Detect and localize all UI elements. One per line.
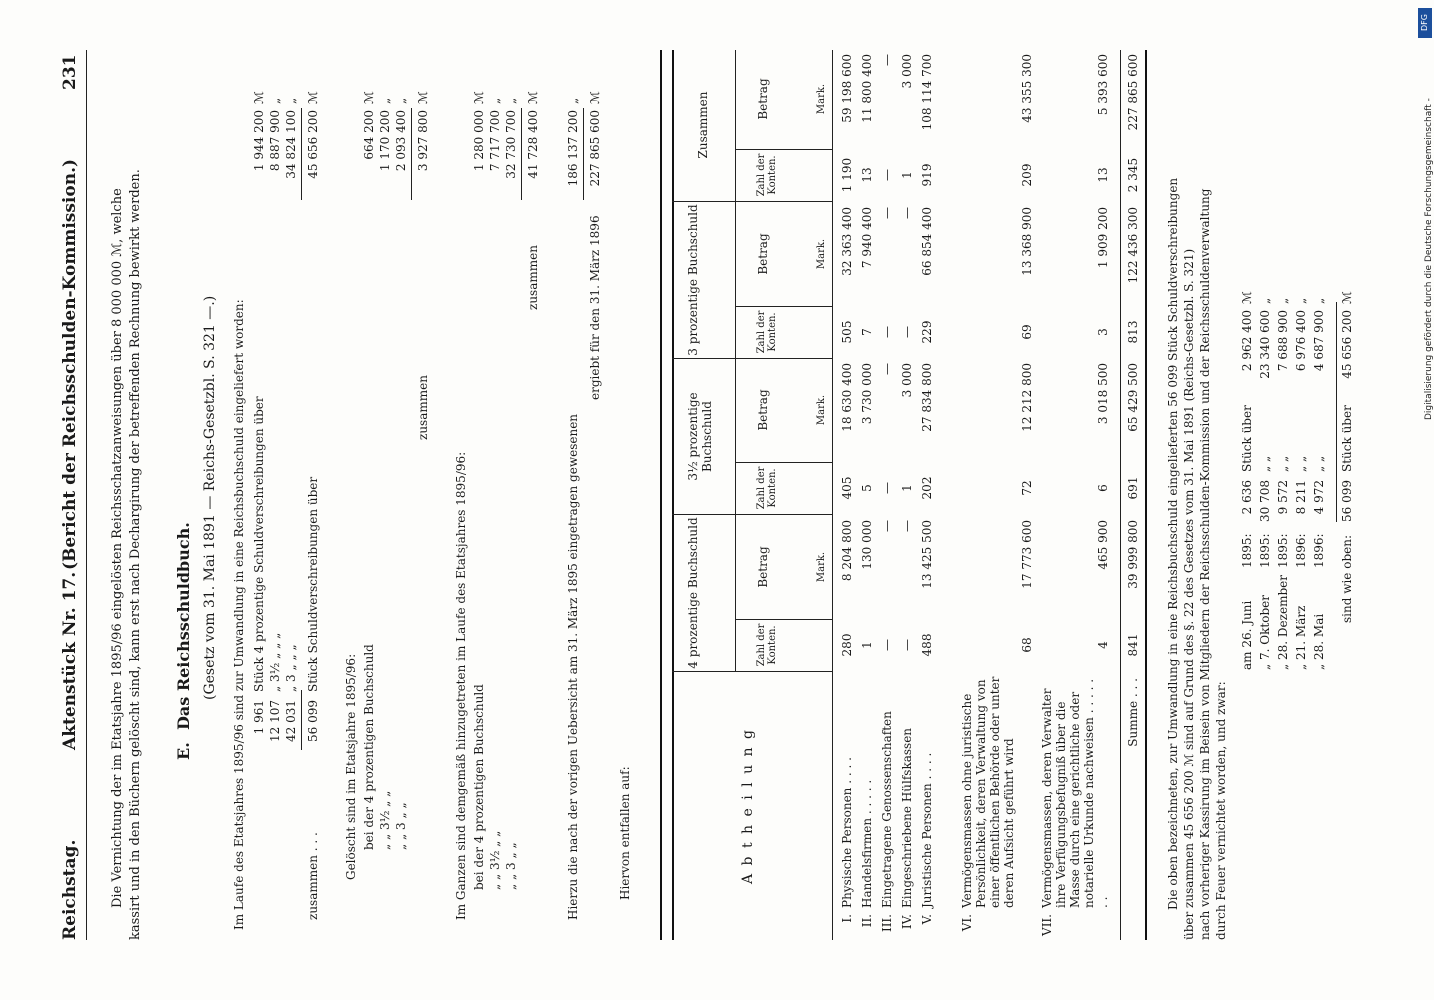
dates-total-unit: ℳ	[1340, 291, 1354, 304]
p1-lead: Im Laufe des Etatsjahres 1895/96 sind zur Umwandlung in eine Reichsbuchschuld eingeliefert worden:	[232, 299, 246, 930]
date-row-label: „ „	[1312, 455, 1326, 472]
row-label: Vermögensmassen, deren Verwalter ihre Verfügungsbefugniß über die Masse durch eine gerichtliche oder notarielle Urkunde nachweisen . . . . . . .	[1040, 678, 1110, 908]
dfg-logo	[1418, 8, 1432, 38]
table-cell: —	[880, 54, 894, 66]
date-row-qty: 4 972	[1312, 480, 1326, 515]
p3-unit: „	[504, 97, 518, 104]
table-cell: 3 730 000	[860, 363, 874, 425]
header-mark: Mark.	[816, 83, 827, 115]
header-left: Reichstag.	[60, 839, 80, 940]
table-divider	[672, 358, 832, 359]
table-cell: 3	[1096, 328, 1110, 336]
p3-unit: „	[488, 97, 502, 104]
table-cell: 202	[920, 476, 934, 500]
footer-line: nach vorheriger Kassirung im Beisein von Mitgliedern der Reichsschulden-Kommission und der Reichsschuldenverwaltung	[1198, 188, 1212, 940]
table-cell: 3 000	[900, 363, 914, 398]
date-row-year: 1895:	[1240, 533, 1254, 568]
header-zahl: Zahl der Konten.	[756, 466, 778, 510]
table-cell: 229	[920, 320, 934, 344]
p3-label: bei der 4 prozentigen Buchschuld	[472, 684, 486, 890]
p1-unit: „	[284, 97, 298, 104]
table-cell: 68	[1020, 637, 1034, 653]
p2-label: „ „ 3 „ „	[394, 802, 408, 850]
table-top-rule	[660, 50, 662, 940]
row-number: IV.	[900, 914, 914, 930]
date-row-date: „ 21. März	[1294, 605, 1308, 670]
table-cell: 12 212 800	[1020, 363, 1034, 432]
table-cell: 18 630 400	[840, 363, 854, 432]
row-label: Eingetragene Genossenschaften	[880, 711, 894, 908]
header-group-3-5: 3½ prozentige Buchschuld	[686, 392, 714, 481]
date-row-amount: 6 976 400	[1294, 310, 1308, 372]
header-group-3: 3 prozentige Buchschuld	[686, 204, 700, 356]
table-cell: 919	[920, 163, 934, 187]
p3-total-unit: ℳ	[526, 91, 540, 104]
header-title: Aktenstück Nr. 17.	[60, 571, 80, 750]
date-row-label: „ „	[1258, 455, 1272, 472]
dates-total-amount: 45 656 200	[1340, 310, 1354, 379]
table-cell: 1	[900, 171, 914, 179]
p3-rule	[521, 108, 522, 200]
table-cell: 209	[1020, 163, 1034, 187]
p3-lead: Im Ganzen sind demgemäß hinzugetreten im Laufe des Etatsjahres 1895/96:	[454, 451, 468, 920]
p2-label: bei der 4 prozentigen Buchschuld	[362, 644, 376, 850]
p4-line-2: ergiebt für den 31. März 1896	[588, 215, 602, 400]
p2-total-amount: 3 927 800	[416, 110, 430, 172]
table-cell: 465 900	[1096, 520, 1110, 570]
date-row-label: „ „	[1294, 455, 1308, 472]
dates-total-qty: 56 099	[1340, 480, 1354, 522]
sum-rule	[1120, 50, 1121, 940]
table-subdivider	[735, 306, 832, 307]
footer-line: durch Feuer vernichtet worden, und zwar:	[1214, 681, 1228, 940]
date-row-date: „ 7. Oktober	[1258, 595, 1272, 670]
dfg-logo-text: DFG	[1420, 14, 1429, 32]
table-cell: —	[880, 639, 894, 651]
p3-unit: ℳ	[472, 91, 486, 104]
table-cell: 72	[1020, 480, 1034, 496]
table-cell: 8 204 800	[840, 520, 854, 582]
table-cell: 1 909 200	[1096, 207, 1110, 269]
p3-amount: 32 730 700	[504, 110, 518, 179]
table-cell: 1 190	[840, 157, 854, 193]
dates-total-label: Stück über	[1340, 405, 1354, 472]
table-cell: 13 425 500	[920, 520, 934, 589]
sum-cell: 227 865 600	[1126, 54, 1140, 131]
table-cell: 32 363 400	[840, 207, 854, 276]
p1-amount-rule	[301, 108, 302, 200]
table-cell: 488	[920, 633, 934, 657]
table-cell: 1	[860, 641, 874, 649]
dfg-watermark-text: Digitalisierung gefördert durch die Deutsche Forschungsgemeinschaft -	[1424, 98, 1434, 420]
date-row-amount: 7 688 900	[1276, 310, 1290, 372]
date-row-date: „ 28. Mai	[1312, 613, 1326, 670]
table-cell: 280	[840, 633, 854, 657]
p2-unit: „	[378, 97, 392, 104]
p2-amount: 2 093 400	[394, 110, 408, 172]
p3-label: „ „ 3½ „ „	[488, 830, 502, 890]
p1-qty-rule	[301, 690, 302, 750]
table-cell: 108 114 700	[920, 54, 934, 131]
header-group-4: 4 prozentige Buchschuld	[686, 517, 700, 669]
table-cell: —	[900, 326, 914, 338]
header-mark: Mark.	[816, 394, 827, 426]
dates-total-prefix: sind wie oben:	[1340, 535, 1354, 624]
p2-amount: 664 200	[362, 110, 376, 160]
row-label: Juristische Personen . . . .	[920, 752, 934, 908]
date-row-amount: 23 340 600	[1258, 310, 1272, 379]
table-subheader-rule	[735, 50, 736, 672]
date-row-unit: „	[1276, 297, 1290, 304]
table-cell: 5 393 600	[1096, 54, 1110, 116]
p1-label: „ 3½ „ „ „	[268, 632, 282, 692]
row-number: V.	[920, 914, 934, 925]
date-row-date: „ 28. Dezember	[1276, 575, 1290, 670]
p2-unit: „	[394, 97, 408, 104]
p4-unit-1: „	[566, 97, 580, 104]
table-cell: —	[900, 207, 914, 219]
p1-label: Stück 4 prozentige Schuldverschreibungen über	[252, 396, 266, 692]
date-row-qty: 8 211	[1294, 480, 1308, 515]
table-cell: 13 368 900	[1020, 207, 1034, 276]
table-cell: 43 355 300	[1020, 54, 1034, 123]
table-cell: —	[880, 326, 894, 338]
table-cell: 59 198 600	[840, 54, 854, 123]
table-cell: —	[900, 639, 914, 651]
date-row-date: am 26. Juni	[1240, 600, 1254, 670]
table-cell: 3 000	[900, 54, 914, 89]
date-row-amount: 4 687 900	[1312, 310, 1326, 372]
table-divider	[672, 201, 832, 202]
header-zahl: Zahl der Konten.	[756, 153, 778, 197]
table-subdivider	[735, 462, 832, 463]
table-cell: 11 800 400	[860, 54, 874, 123]
footer-line: Die oben bezeichneten, zur Umwandlung in eine Reichsbuchschuld eingelieferten 56 099 Stück Schuldverschreibungen	[1166, 177, 1180, 910]
table-subdivider	[735, 619, 832, 620]
table-cell: 130 000	[860, 520, 874, 570]
table-divider	[672, 514, 832, 515]
p1-total-label: Stück Schuldverschreibungen über	[306, 476, 320, 692]
p1-total-qty: 56 099	[306, 700, 320, 742]
table-cell: —	[880, 363, 894, 375]
p1-qty: 12 107	[268, 700, 282, 742]
intro-line-2: kassirt und in den Büchern gelöscht sind, kann erst nach Dechargirung der betreffenden Rechnung bewirkt werden.	[128, 169, 143, 940]
sum-cell: 65 429 500	[1126, 363, 1140, 432]
section-letter: E.	[174, 742, 193, 760]
header-betrag: Betrag	[756, 233, 770, 275]
date-row-unit: „	[1312, 297, 1326, 304]
row-label: Handelsfirmen . . . . .	[860, 779, 874, 908]
date-row-qty: 30 708	[1258, 480, 1272, 522]
page-number: 231	[60, 54, 80, 90]
p2-lead: Gelöscht sind im Etatsjahre 1895/96:	[344, 653, 358, 880]
row-number: II.	[860, 914, 874, 928]
p2-unit: ℳ	[362, 91, 376, 104]
sum-cell: 813	[1126, 320, 1140, 344]
p1-amount: 1 944 200	[252, 110, 266, 172]
p4-rule	[583, 108, 584, 200]
table-cell: 17 773 600	[1020, 520, 1034, 589]
p1-qty: 1 961	[252, 700, 266, 735]
dates-rule	[1336, 302, 1337, 522]
table-cell: —	[880, 520, 894, 532]
row-label: Eingeschriebene Hülfskassen	[900, 727, 914, 908]
header-betrag: Betrag	[756, 389, 770, 431]
section-law: (Gesetz vom 31. Mai 1891 — Reichs-Gesetzbl. S. 321 —.)	[202, 295, 218, 700]
p1-unit: ℳ	[252, 91, 266, 104]
intro-line-1: Die Vernichtung der im Etatsjahre 1895/96 eingelösten Reichsschatzanweisungen über 8 000 000 ℳ, welche	[110, 188, 125, 908]
date-row-year: 1895:	[1258, 533, 1272, 568]
row-label: Physische Personen . . . .	[840, 757, 854, 908]
p1-amount: 34 824 100	[284, 110, 298, 179]
table-cell: 405	[840, 476, 854, 500]
header-mark: Mark.	[816, 238, 827, 270]
row-number: III.	[880, 914, 894, 933]
table-cell: 1	[900, 484, 914, 492]
date-row-amount: 2 962 400	[1240, 310, 1254, 372]
table-header-rule	[832, 50, 833, 940]
table-cell: 5	[860, 484, 874, 492]
p1-unit: „	[268, 97, 282, 104]
p1-qty: 42 031	[284, 700, 298, 742]
p2-rule	[411, 108, 412, 200]
row-number: VI.	[960, 914, 974, 932]
section-title: Das Reichsschuldbuch.	[174, 522, 193, 730]
table-cell: 13	[1096, 167, 1110, 183]
date-row-label: „ „	[1276, 455, 1290, 472]
footer-line: über zusammen 45 656 200 ℳ sind auf Grund des §. 22 des Gesetzes vom 31. Mai 1891 (Reichs-Gesetzbl. S. 321)	[1182, 248, 1196, 940]
table-cell: 69	[1020, 324, 1034, 340]
p3-total-amount: 41 728 400	[526, 110, 540, 179]
p4-amount-2: 227 865 600	[588, 110, 602, 187]
header-betrag: Betrag	[756, 78, 770, 120]
p3-amount: 7 717 700	[488, 110, 502, 172]
p1-total-amount: 45 656 200	[306, 110, 320, 179]
header-abtheilung: A b t h e i l u n g	[740, 728, 756, 885]
p3-label: „ „ 3 „ „	[504, 842, 518, 890]
date-row-unit: ℳ	[1240, 291, 1254, 304]
table-cell: 66 854 400	[920, 207, 934, 276]
table-cell: 6	[1096, 484, 1110, 492]
date-row-unit: „	[1294, 297, 1308, 304]
table-subdivider	[735, 149, 832, 150]
p2-amount: 1 170 200	[378, 110, 392, 172]
p4-line-1: Hierzu die nach der vorigen Uebersicht am 31. März 1895 eingetragen gewesenen	[566, 413, 580, 920]
table-cell: 4	[1096, 641, 1110, 649]
p1-total-prefix: zusammen . . .	[306, 832, 320, 920]
table-cell: —	[900, 520, 914, 532]
date-row-year: 1895:	[1276, 533, 1290, 568]
date-row-year: 1896:	[1312, 533, 1326, 568]
p4-unit-2: ℳ	[588, 91, 602, 104]
p1-amount: 8 887 900	[268, 110, 282, 172]
row-label: Vermögensmassen ohne juristische Persönlichkeit, deren Verwaltung von einer öffentlichen Behörde oder unter deren Aufsicht geführt wird	[960, 676, 1016, 908]
sum-cell: 841	[1126, 633, 1140, 657]
date-row-unit: „	[1258, 297, 1272, 304]
p2-total-label: zusammen	[416, 375, 430, 440]
p1-label: „ 3 „ „ „	[284, 644, 298, 692]
date-row-qty: 9 572	[1276, 480, 1290, 515]
header-subtitle: (Bericht der Reichsschulden-Kommission.)	[60, 158, 80, 570]
date-row-year: 1896:	[1294, 533, 1308, 568]
p4-line-3: Hiervon entfallen auf:	[618, 766, 632, 900]
table-cell: 7	[860, 328, 874, 336]
p1-total-unit: ℳ	[306, 91, 320, 104]
table-cell: 505	[840, 320, 854, 344]
date-row-label: Stück über	[1240, 405, 1254, 472]
header-rule	[86, 50, 87, 940]
header-zahl: Zahl der Konten.	[756, 310, 778, 354]
sum-cell: 691	[1126, 476, 1140, 500]
p2-label: „ „ 3½ „ „	[378, 790, 392, 850]
table-cell: 3 018 500	[1096, 363, 1110, 425]
header-zahl: Zahl der Konten.	[756, 623, 778, 667]
table-cell: —	[880, 207, 894, 219]
row-number: VII.	[1040, 914, 1054, 936]
table-cell: 7 940 400	[860, 207, 874, 269]
sum-cell: 2 345	[1126, 157, 1140, 193]
header-betrag: Betrag	[756, 546, 770, 588]
table-bottom-rule	[1145, 50, 1147, 940]
table-top-rule-2	[672, 50, 674, 940]
sum-cell: 39 999 800	[1126, 520, 1140, 589]
row-number: I.	[840, 914, 854, 923]
p2-total-unit: ℳ	[416, 91, 430, 104]
sum-cell: 122 436 300	[1126, 207, 1140, 284]
header-mark: Mark.	[816, 551, 827, 583]
p3-total-label: zusammen	[526, 245, 540, 310]
p3-amount: 1 280 000	[472, 110, 486, 172]
header-group-total: Zusammen	[696, 91, 710, 159]
table-cell: —	[880, 169, 894, 181]
p4-amount-1: 186 137 200	[566, 110, 580, 187]
table-cell: —	[880, 482, 894, 494]
date-row-qty: 2 636	[1240, 480, 1254, 515]
table-cell: 27 834 800	[920, 363, 934, 432]
table-cell: 13	[860, 167, 874, 183]
sum-label: Summe . . .	[1126, 678, 1140, 747]
